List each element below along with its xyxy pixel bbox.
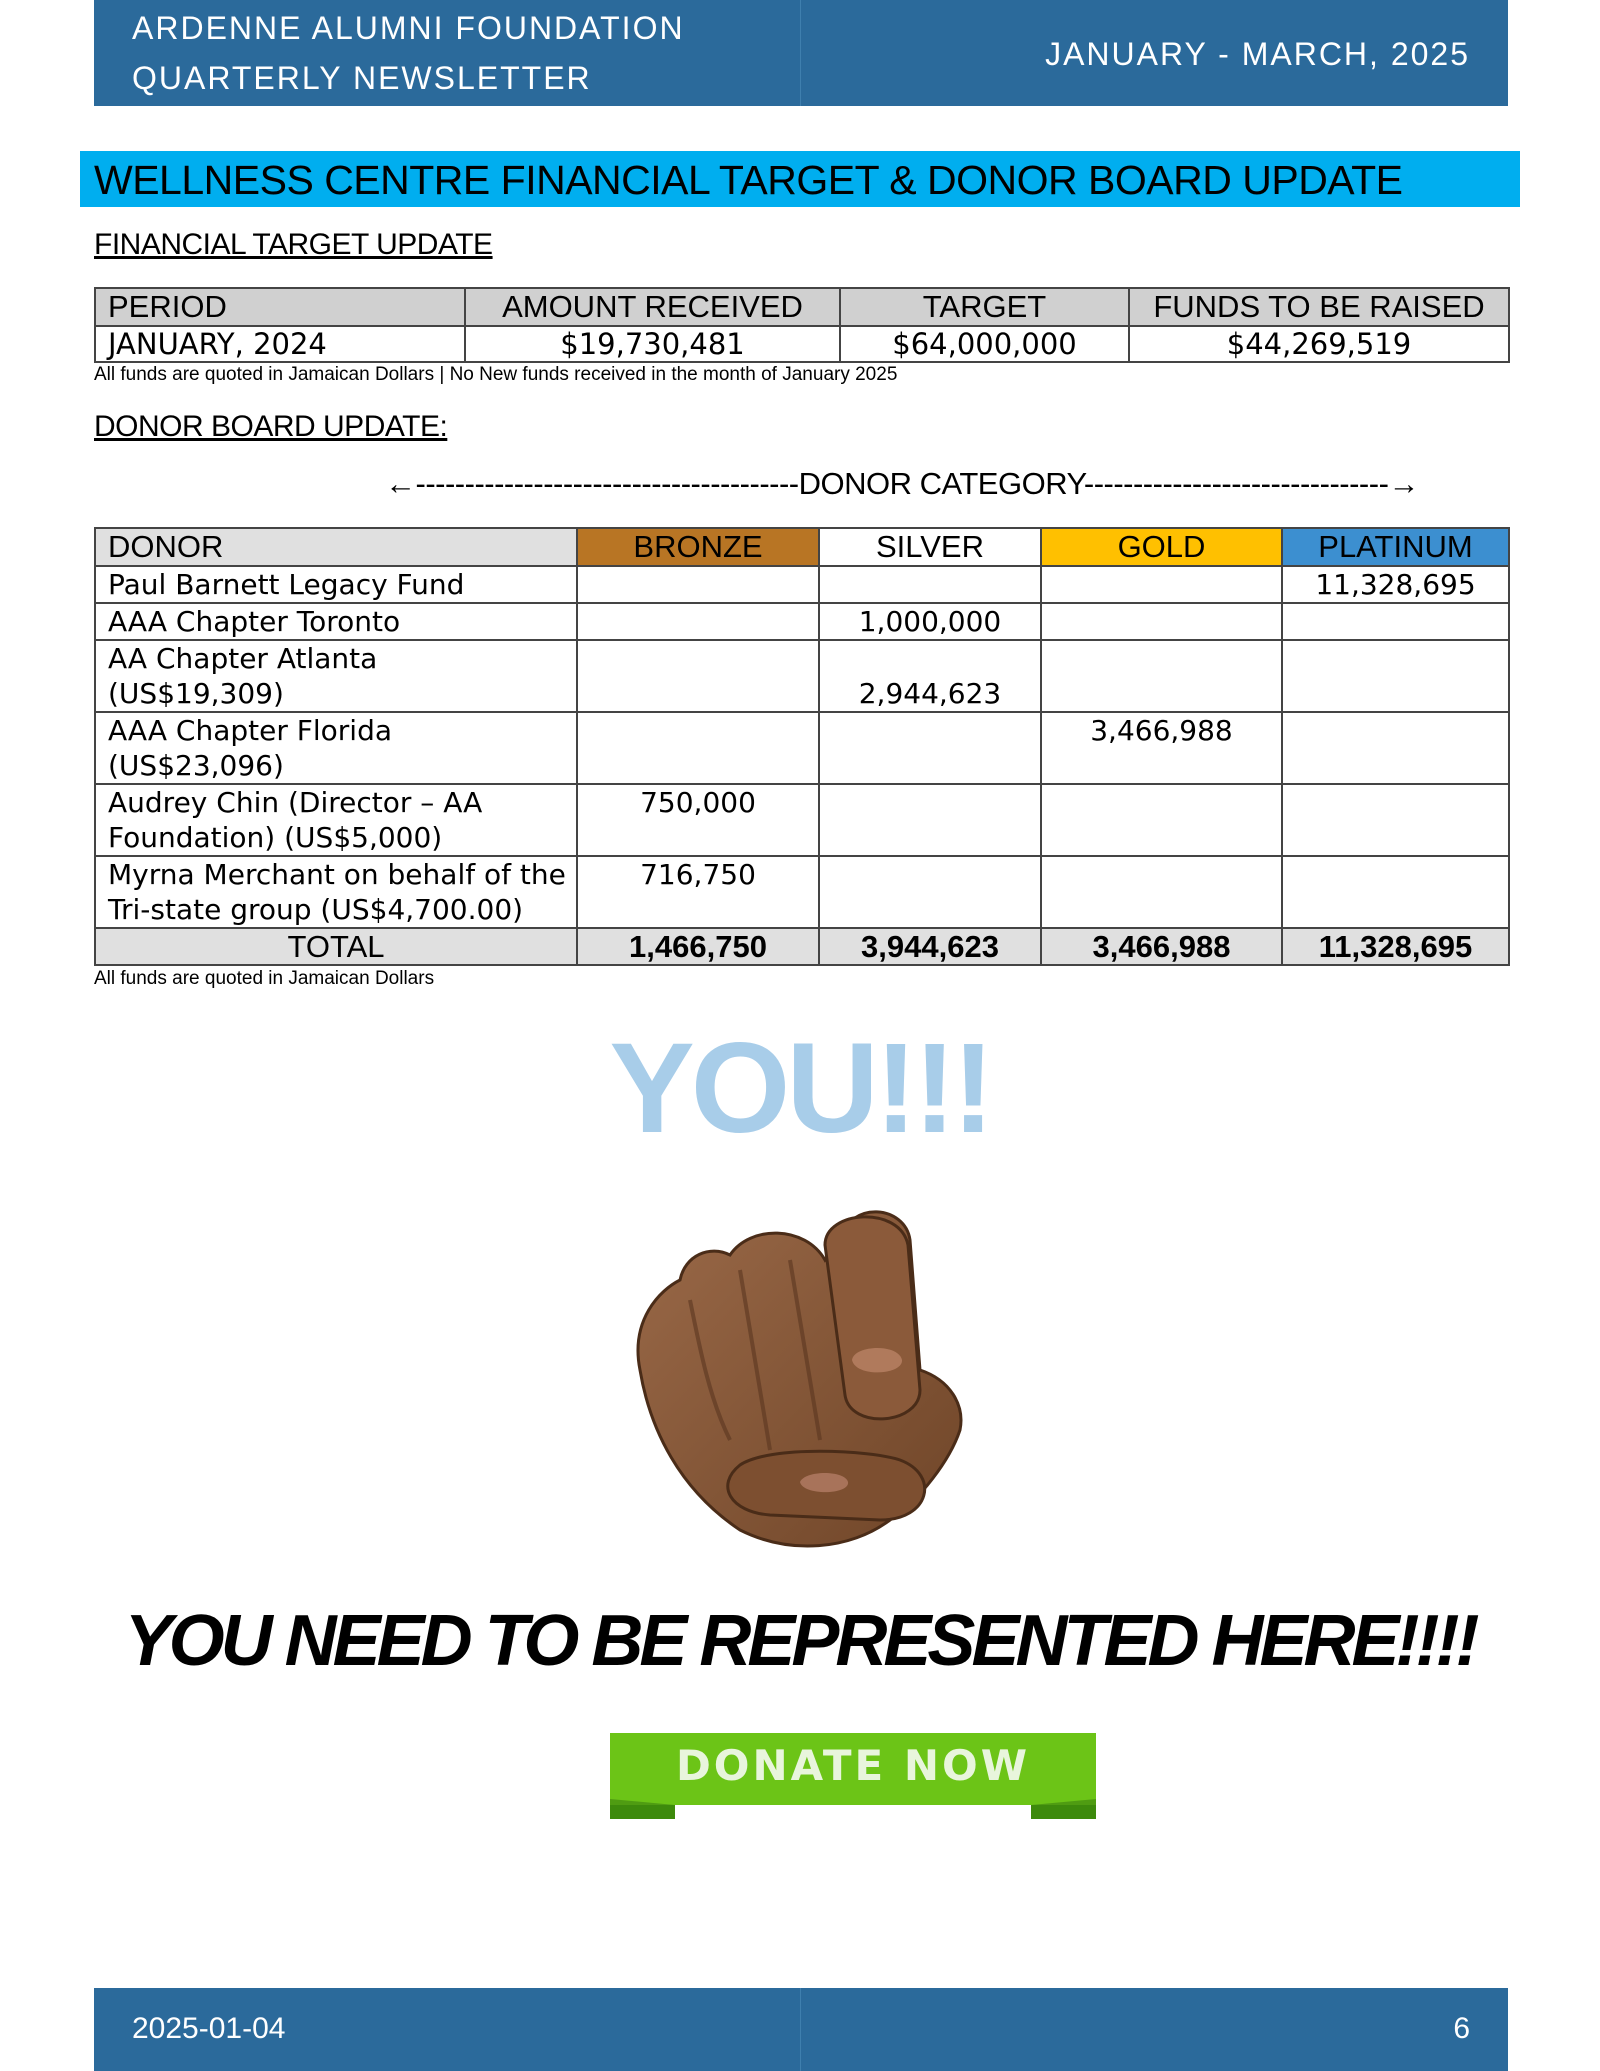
total-bronze: 1,466,750 <box>577 928 819 965</box>
amount-received-value: $19,730,481 <box>465 326 840 362</box>
donor-name: AA Chapter Atlanta (US$19,309) <box>95 640 577 712</box>
silver-value: 2,944,623 <box>819 640 1041 712</box>
total-row <box>95 928 1509 965</box>
col-donor: DONOR <box>95 528 577 566</box>
col-period: PERIOD <box>95 288 465 326</box>
table-row <box>95 326 1509 362</box>
gold-value <box>1041 640 1282 712</box>
bronze-value: 716,750 <box>577 856 819 928</box>
donor-name: Myrna Merchant on behalf of the Tri-state group (US$4,700.00) <box>95 856 577 928</box>
platinum-value <box>1282 640 1509 712</box>
issue-period: JANUARY - MARCH, 2025 <box>1045 36 1470 72</box>
silver-value <box>819 784 1041 856</box>
gold-value <box>1041 566 1282 603</box>
table-row <box>95 640 1509 712</box>
total-gold: 3,466,988 <box>1041 928 1282 965</box>
gold-value <box>1041 784 1282 856</box>
total-silver: 3,944,623 <box>819 928 1041 965</box>
section-title-bar <box>80 151 1520 207</box>
header-divider <box>800 0 801 106</box>
silver-value <box>819 856 1041 928</box>
col-bronze: BRONZE <box>577 528 819 566</box>
gold-value: 3,466,988 <box>1041 712 1282 784</box>
financial-header-row <box>95 288 1509 326</box>
col-silver: SILVER <box>819 528 1041 566</box>
bronze-value: 750,000 <box>577 784 819 856</box>
gold-value <box>1041 603 1282 640</box>
you-callout: YOU!!! <box>609 1017 991 1160</box>
financial-target-heading: FINANCIAL TARGET UPDATE <box>94 228 493 261</box>
total-platinum: 11,328,695 <box>1282 928 1509 965</box>
col-target: TARGET <box>840 288 1129 326</box>
donor-note: All funds are quoted in Jamaican Dollars <box>94 968 435 989</box>
platinum-value <box>1282 603 1509 640</box>
silver-value <box>819 712 1041 784</box>
table-row <box>95 784 1509 856</box>
total-label: TOTAL <box>95 928 577 965</box>
table-row <box>95 856 1509 928</box>
donor-category-arrow: ←---------------------------------------DONOR CATEGORY-------------------------------→ <box>385 466 1419 501</box>
donor-header-row <box>95 528 1509 566</box>
donor-board-heading: DONOR BOARD UPDATE: <box>94 410 448 443</box>
section-title: WELLNESS CENTRE FINANCIAL TARGET & DONOR BOARD UPDATE <box>94 157 1403 203</box>
col-amount-received: AMOUNT RECEIVED <box>465 288 840 326</box>
footer-band <box>94 1988 1508 2071</box>
silver-value: 1,000,000 <box>819 603 1041 640</box>
silver-value <box>819 566 1041 603</box>
header-band <box>94 0 1508 106</box>
newsletter-label: QUARTERLY NEWSLETTER <box>132 60 592 96</box>
platinum-value <box>1282 712 1509 784</box>
call-to-action-text: YOU NEED TO BE REPRESENTED HERE!!!! <box>124 1601 1476 1681</box>
platinum-value <box>1282 856 1509 928</box>
platinum-value <box>1282 784 1509 856</box>
table-row <box>95 603 1509 640</box>
footer-date: 2025-01-04 <box>132 2012 286 2045</box>
financial-note: All funds are quoted in Jamaican Dollars | No New funds received in the month of January 2025 <box>94 364 898 385</box>
financial-target-table <box>94 287 1510 363</box>
org-name: ARDENNE ALUMNI FOUNDATION <box>132 10 685 46</box>
donor-name: Audrey Chin (Director – AA Foundation) (US$5,000) <box>95 784 577 856</box>
donor-name: AAA Chapter Toronto <box>95 603 577 640</box>
col-gold: GOLD <box>1041 528 1282 566</box>
bronze-value <box>577 640 819 712</box>
funds-to-raise-value: $44,269,519 <box>1129 326 1509 362</box>
period-value: JANUARY, 2024 <box>95 326 465 362</box>
donor-board-table <box>94 527 1510 966</box>
bronze-value <box>577 566 819 603</box>
pointing-hand-icon <box>620 1200 980 1550</box>
col-funds-to-raise: FUNDS TO BE RAISED <box>1129 288 1509 326</box>
table-row <box>95 566 1509 603</box>
donate-now-button[interactable] <box>610 1733 1096 1819</box>
donor-name: AAA Chapter Florida (US$23,096) <box>95 712 577 784</box>
target-value: $64,000,000 <box>840 326 1129 362</box>
bronze-value <box>577 712 819 784</box>
page-number: 6 <box>1453 2012 1470 2045</box>
gold-value <box>1041 856 1282 928</box>
footer-divider <box>800 1988 801 2071</box>
table-row <box>95 712 1509 784</box>
donate-now-label: DONATE NOW <box>675 1741 1031 1790</box>
bronze-value <box>577 603 819 640</box>
donor-name: Paul Barnett Legacy Fund <box>95 566 577 603</box>
col-platinum: PLATINUM <box>1282 528 1509 566</box>
platinum-value: 11,328,695 <box>1282 566 1509 603</box>
